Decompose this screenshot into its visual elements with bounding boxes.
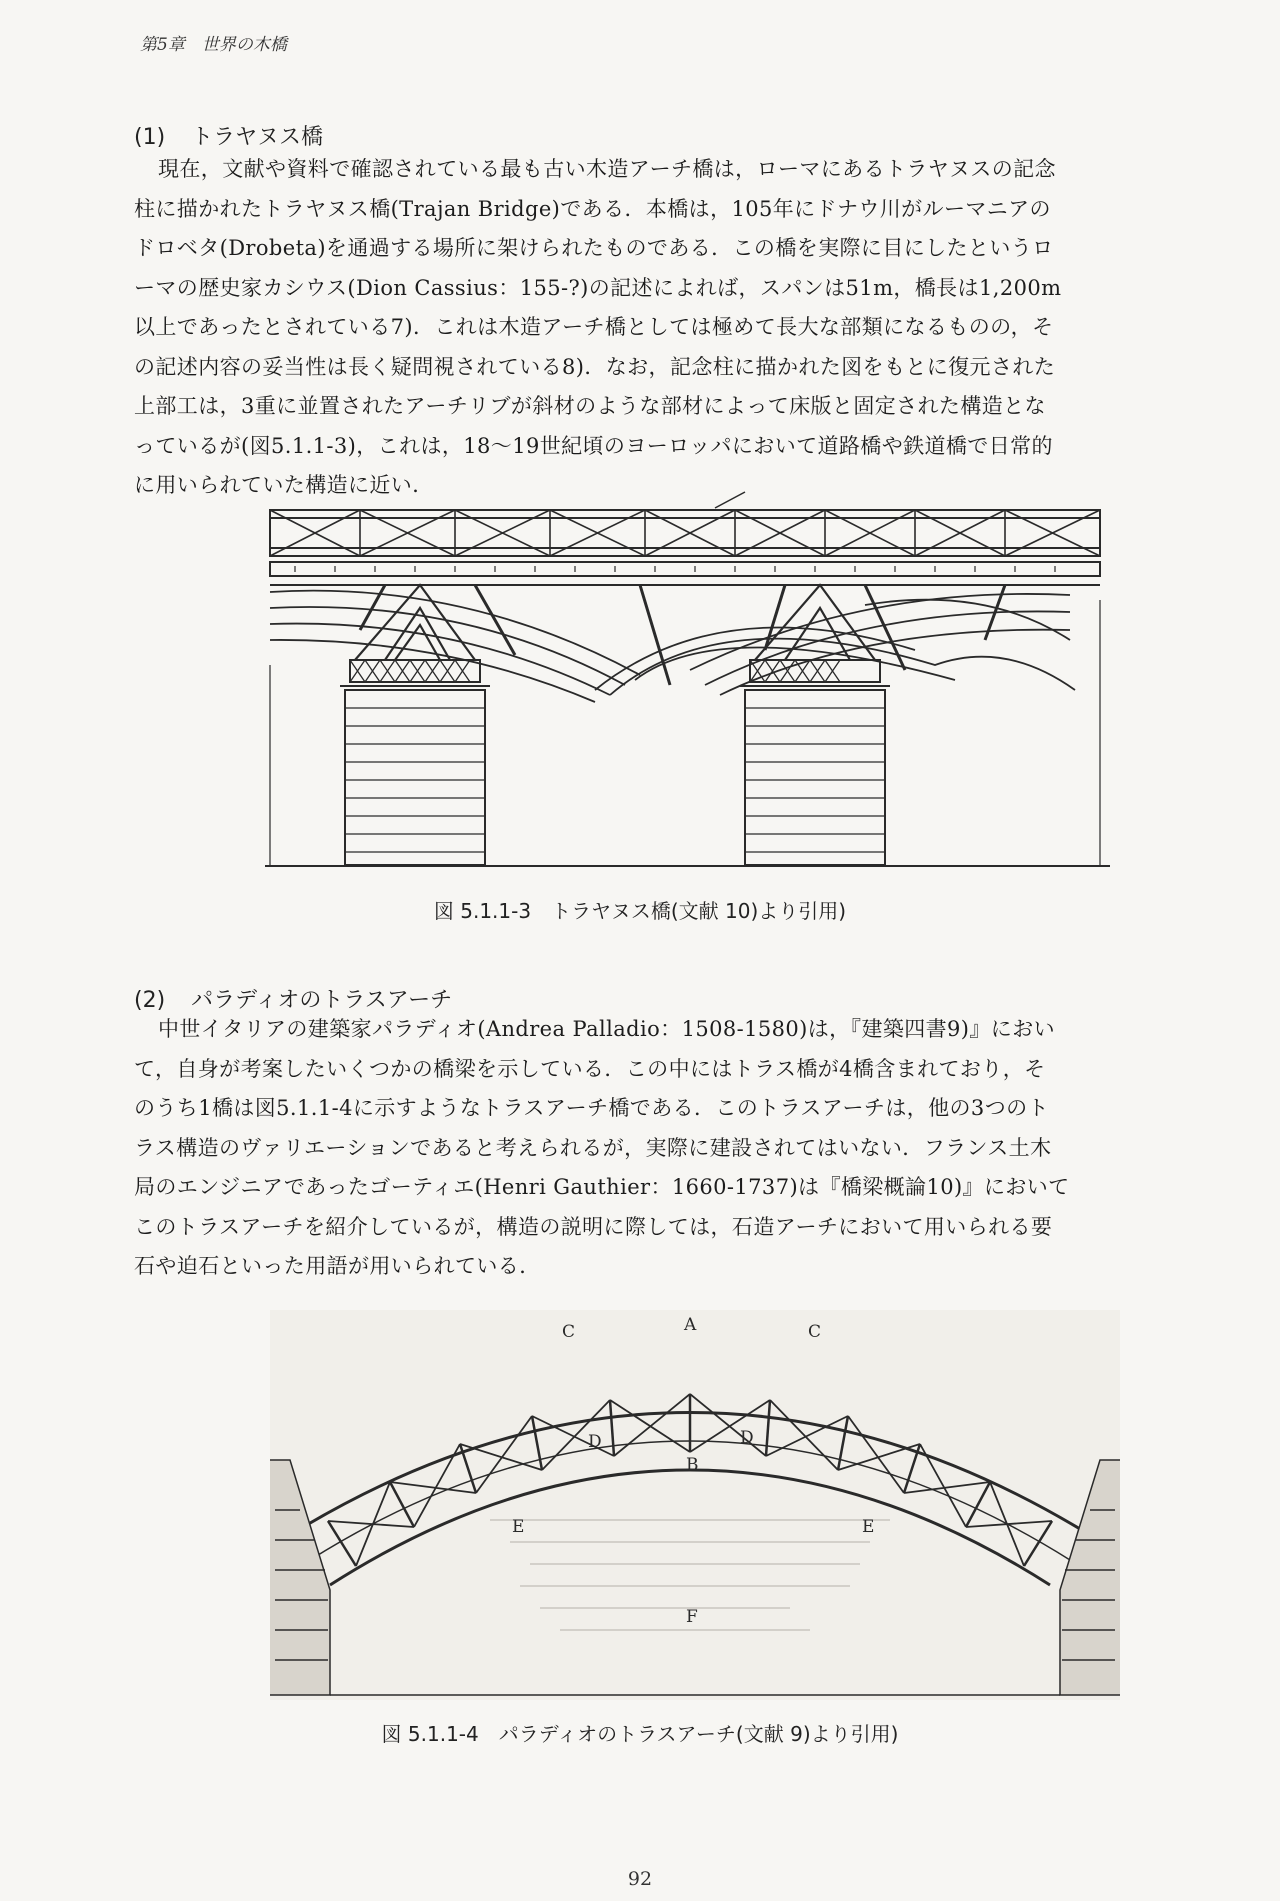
- label-c-left: C: [562, 1322, 576, 1342]
- paragraph-line: 現在，文献や資料で確認されている最も古い木造アーチ橋は，ローマにあるトラヤヌスの記念: [158, 157, 1056, 181]
- paragraph-line: っているが(図5.1.1-3)，これは，18～19世紀頃のヨーロッパにおいて道路橋や鉄道橋で日常的: [134, 433, 1053, 458]
- paragraph-line: て，自身が考案したいくつかの橋梁を示している．この中にはトラス橋が4橋含まれており，そ: [134, 1056, 1046, 1081]
- section-1-title: トラヤヌス橋: [191, 125, 323, 150]
- label-f: F: [686, 1607, 698, 1627]
- trajan-bridge-drawing: [265, 490, 1110, 875]
- section-2-number: (2): [134, 988, 166, 1013]
- section-1-number: (1): [134, 125, 166, 150]
- paragraph-line: のうち1橋は図5.1.1-4に示すようなトラスアーチ橋である．このトラスアーチは，他の3つのト: [134, 1096, 1049, 1120]
- section-1-heading: [134, 120, 323, 151]
- paragraph-line: に用いられていた構造に近い．: [134, 473, 434, 497]
- figure-1-caption: 図 5.1.1-3 トラヤヌス橋(文献 10)より引用): [433, 899, 847, 923]
- paragraph-line: ーマの歴史家カシウス(Dion Cassius：155-?)の記述によれば，スパンは51m，橋長は1,200m: [134, 275, 1062, 300]
- paragraph-line: 以上であったとされている7)．これは木造アーチ橋としては極めて長大な部類になるものの，そ: [134, 315, 1054, 339]
- paragraph-line: 柱に描かれたトラヤヌス橋(Trajan Bridge)である．本橋は，105年にドナウ川がルーマニアの: [134, 196, 1051, 221]
- section-2-title: パラディオのトラスアーチ: [191, 988, 453, 1013]
- paragraph-line: 石や迫石といった用語が用いられている．: [134, 1254, 541, 1278]
- paragraph-line: このトラスアーチを紹介しているが，構造の説明に際しては，石造アーチにおいて用いられる要: [134, 1214, 1053, 1239]
- label-a: A: [684, 1315, 697, 1335]
- paragraph-line: 中世イタリアの建築家パラディオ(Andrea Palladio：1508-1580)は，『建築四書9)』におい: [158, 1017, 1055, 1041]
- label-e-right: E: [862, 1517, 875, 1537]
- paragraph-line: の記述内容の妥当性は長く疑問視されている8)．なお，記念柱に描かれた図をもとに復元された: [134, 354, 1056, 379]
- label-d-right: D: [740, 1428, 754, 1448]
- label-c-right: C: [808, 1322, 822, 1342]
- label-b: B: [686, 1455, 699, 1475]
- paragraph-line: ドロベタ(Drobeta)を通過する場所に架けられたものである．この橋を実際に目にしたというロ: [134, 236, 1054, 260]
- section-2-paragraph: [134, 1010, 1236, 1287]
- label-d-left: D: [588, 1432, 602, 1452]
- paragraph-line: 上部工は，3重に並置されたアーチリブが斜材のような部材によって床版と固定された構造とな: [134, 394, 1046, 418]
- page-number: 92: [627, 1868, 653, 1890]
- section-1-paragraph: [134, 150, 1236, 506]
- paragraph-line: ラス構造のヴァリエーションであると考えられるが，実際に建設されてはいない．フランス土木: [134, 1135, 1052, 1160]
- chapter-header: 第5章 世界の木橋: [140, 35, 287, 55]
- label-e-left: E: [512, 1517, 525, 1537]
- figure-2-caption: 図 5.1.1-4 パラディオのトラスアーチ(文献 9)より引用): [381, 1722, 899, 1746]
- paragraph-line: 局のエンジニアであったゴーティエ(Henri Gauthier：1660-1737)は『橋梁概論10)』において: [134, 1175, 1070, 1199]
- palladio-truss-arch-drawing: [270, 1310, 1120, 1700]
